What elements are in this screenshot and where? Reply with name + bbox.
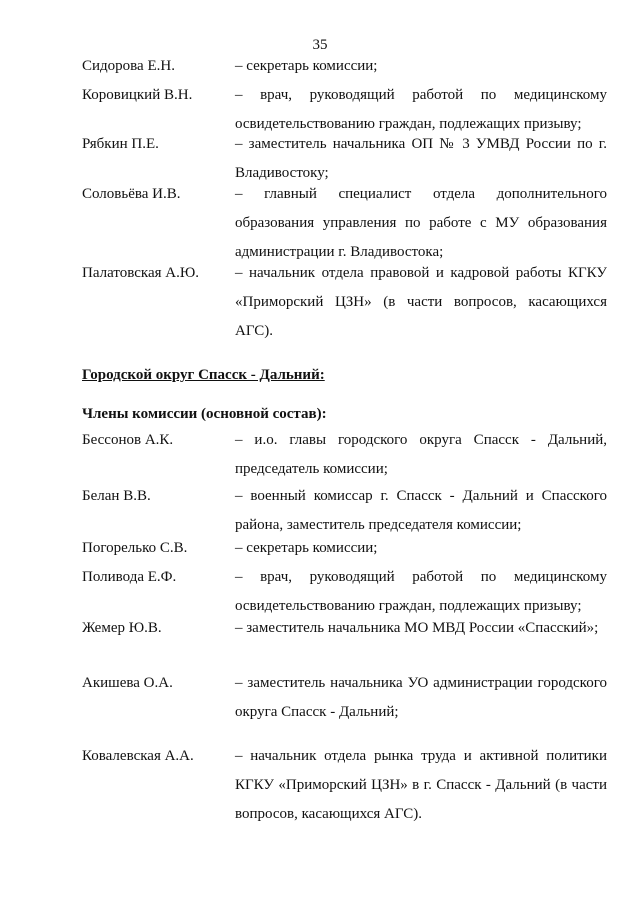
member-role: – начальник отдела рынка труда и активной политики КГКУ «Приморский ЦЗН» в г. Спасск - Дальний (в части вопросов, касающихся АГС).: [235, 748, 607, 822]
member-name: Соловьёва И.В.: [82, 186, 181, 202]
member-role: – врач, руководящий работой по медицинскому освидетельствованию граждан, подлежащих призыву;: [235, 569, 607, 614]
member-row: [82, 426, 607, 484]
member-name: Ковалевская А.А.: [82, 748, 194, 764]
member-row: [82, 614, 607, 643]
member-name: Погорелько С.В.: [82, 540, 188, 556]
member-row: [82, 259, 607, 346]
member-name: Поливода Е.Ф.: [82, 569, 177, 585]
member-row: [82, 742, 607, 829]
member-row: [82, 563, 607, 621]
member-role: – заместитель начальника ОП № 3 УМВД России по г. Владивостоку;: [235, 136, 607, 181]
member-role: – секретарь комиссии;: [235, 58, 378, 74]
members-heading: Члены комиссии (основной состав):: [82, 406, 327, 422]
member-name: Бессонов А.К.: [82, 432, 174, 448]
member-row: [82, 534, 607, 563]
district-heading: Городской округ Спасск - Дальний:: [82, 367, 325, 383]
member-role: – главный специалист отдела дополнительного образования управления по работе с МУ образования администрации г. Владивостока;: [235, 186, 607, 260]
member-row: [82, 52, 607, 81]
member-row: [82, 180, 607, 267]
member-name: Жемер Ю.В.: [82, 620, 162, 636]
member-role: – секретарь комиссии;: [235, 540, 378, 556]
member-role: – начальник отдела правовой и кадровой работы КГКУ «Приморский ЦЗН» (в части вопросов, касающихся АГС).: [235, 265, 607, 339]
member-row: [82, 669, 607, 727]
member-row: [82, 482, 607, 540]
member-name: Рябкин П.Е.: [82, 136, 159, 152]
page-number: 35: [312, 37, 328, 53]
member-role: – военный комиссар г. Спасск - Дальний и Спасского района, заместитель председателя комиссии;: [235, 488, 607, 533]
member-name: Сидорова Е.Н.: [82, 58, 175, 74]
member-role: – заместитель начальника МО МВД России «Спасский»;: [235, 620, 599, 636]
member-role: – врач, руководящий работой по медицинскому освидетельствованию граждан, подлежащих призыву;: [235, 87, 607, 132]
member-role: – и.о. главы городского округа Спасск - Дальний, председатель комиссии;: [235, 432, 607, 477]
member-role: – заместитель начальника УО администрации городского округа Спасск - Дальний;: [235, 675, 607, 720]
member-name: Акишева О.А.: [82, 675, 173, 691]
member-name: Палатовская А.Ю.: [82, 265, 200, 281]
member-name: Коровицкий В.Н.: [82, 87, 193, 103]
member-name: Белан В.В.: [82, 488, 151, 504]
